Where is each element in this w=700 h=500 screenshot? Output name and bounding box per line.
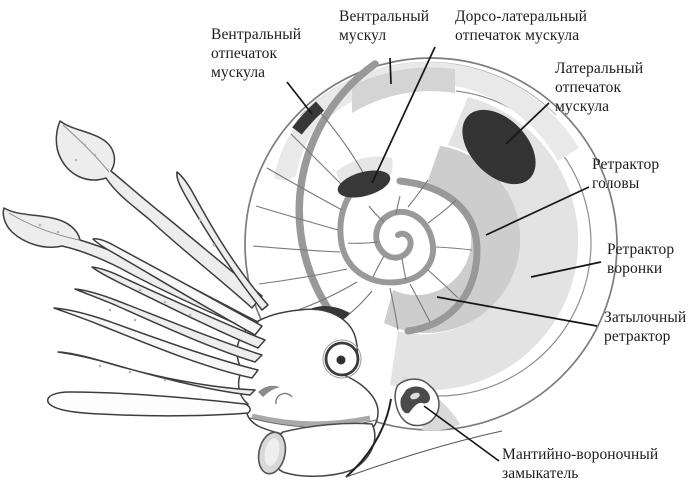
- label-ventral-imprint: [211, 26, 301, 83]
- label-lateral-imprint: [555, 60, 643, 117]
- arms: [3, 121, 268, 416]
- label-line: головы: [592, 174, 640, 192]
- label-ventral-muscle: [339, 8, 429, 46]
- arm: [58, 352, 255, 395]
- label-funnel-retractor: [607, 241, 674, 279]
- label-mantle-funnel-closure: [502, 446, 658, 484]
- label-line: отпечаток: [555, 78, 622, 96]
- label-line: Вентральный: [211, 26, 302, 43]
- label-line: Латеральный: [555, 60, 644, 77]
- label-line: мускул: [339, 26, 387, 44]
- label-line: мускула: [555, 97, 610, 115]
- eye-pupil: [337, 356, 346, 365]
- arm-lower-long: [48, 392, 250, 416]
- label-line: ретрактор: [604, 327, 671, 345]
- label-line: Ретрактор: [607, 241, 675, 258]
- label-head-retractor: [592, 156, 659, 194]
- label-line: воронки: [607, 259, 663, 277]
- label-line: мускула: [211, 63, 266, 81]
- label-line: Мантийно-вороночный: [502, 446, 659, 463]
- label-line: Дорсо-латеральный: [455, 8, 588, 25]
- label-line: Затылочный: [604, 309, 687, 326]
- funnel-tube: [272, 423, 375, 476]
- label-line: замыкатель: [502, 464, 579, 482]
- label-line: Ретрактор: [592, 156, 660, 173]
- label-line: отпечаток: [211, 44, 278, 62]
- leader-ventral-muscle: [390, 58, 391, 84]
- label-dorso-lateral-imprint: [455, 8, 587, 46]
- label-line: Вентральный: [339, 8, 430, 25]
- label-occipital-retractor: [604, 309, 686, 347]
- leader-ventral-imprint: [287, 82, 312, 114]
- label-line: отпечаток мускула: [455, 26, 580, 44]
